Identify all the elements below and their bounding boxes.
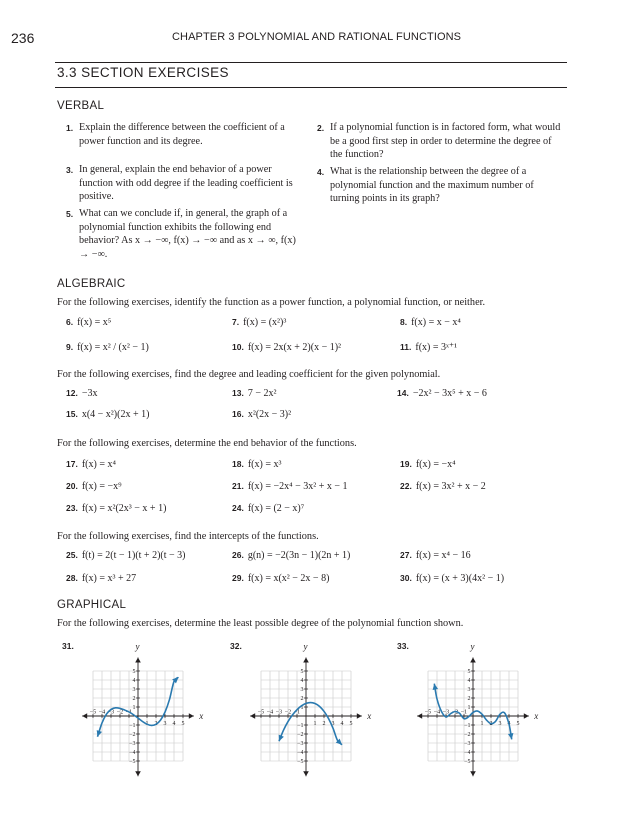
- exercise-expression: f(x) = x⁴ − 16: [415, 550, 471, 561]
- exercise-expression: x²(2x − 3)²: [247, 409, 292, 420]
- x-tick-label: −5: [89, 709, 97, 716]
- exercise-number: 19.: [400, 459, 412, 469]
- y-axis-arrow-down: [135, 771, 141, 776]
- x-tick-label: 5: [349, 721, 353, 727]
- exercise-expression: −3x: [81, 388, 98, 399]
- exercise-number: 13.: [232, 388, 244, 398]
- exercise-number: 26.: [232, 550, 244, 560]
- graph-32: [248, 635, 383, 785]
- y-axis-arrow-down: [470, 771, 476, 776]
- exercise-21: [232, 481, 348, 492]
- x-tick-label: 1: [313, 721, 317, 727]
- x-tick-label: 4: [507, 721, 511, 727]
- exercise-7: [232, 317, 286, 328]
- instructions: For the following exercises, determine the least possible degree of the polynomial function shown.: [57, 618, 464, 629]
- x-tick-label: 4: [172, 721, 176, 727]
- x-axis-arrow-left: [82, 713, 87, 719]
- exercise-expression: f(x) = x³: [247, 459, 282, 470]
- exercise-number: 3.: [66, 165, 74, 175]
- instructions: For the following exercises, find the intercepts of the functions.: [57, 531, 319, 542]
- exercise-15: [66, 409, 149, 420]
- exercise-28: [66, 573, 136, 584]
- exercise-number: 29.: [232, 573, 244, 583]
- exercise-expression: f(x) = x³ + 27: [81, 573, 137, 584]
- exercise-number: 24.: [232, 503, 244, 513]
- y-tick-label: 1: [467, 705, 471, 712]
- exercise-expression: f(x) = x − x⁴: [411, 317, 461, 328]
- x-axis-arrow-left: [250, 713, 255, 719]
- y-axis-arrow-up: [303, 658, 309, 663]
- y-axis-arrow-down: [303, 771, 309, 776]
- instructions: For the following exercises, determine the end behavior of the functions.: [57, 438, 357, 449]
- exercise-expression: f(x) = (x + 3)(4x² − 1): [415, 573, 505, 584]
- exercise-16: [232, 409, 291, 420]
- exercise-26: [232, 550, 350, 561]
- y-tick-label: 4: [132, 678, 136, 685]
- exercise-expression: f(x) = x⁴: [81, 459, 116, 470]
- y-tick-label: 5: [300, 669, 304, 676]
- exercise-number: 18.: [232, 459, 244, 469]
- exercise-text: What can we conclude if, in general, the graph of a polynomial function exhibits the following end behavior? As x → −∞, f(x) → −∞ and as x → ∞, f(x) → −∞.: [79, 208, 296, 260]
- y-tick-label: 2: [467, 696, 471, 703]
- exercise-expression: f(x) = 3x² + x − 2: [415, 481, 486, 492]
- graph-31-number: 31.: [62, 641, 74, 651]
- exercise-expression: g(n) = −2(3n − 1)(2n + 1): [247, 550, 351, 561]
- x-tick-label: 3: [498, 721, 502, 727]
- chapter-title: CHAPTER 3 POLYNOMIAL AND RATIONAL FUNCTIONS: [172, 31, 462, 43]
- exercise-expression: −2x² − 3x⁵ + x − 6: [412, 388, 487, 399]
- exercise-5: [66, 207, 306, 261]
- x-tick-label: 5: [181, 721, 185, 727]
- graph-33-number: 33.: [397, 641, 409, 651]
- y-tick-label: −5: [464, 759, 471, 766]
- x-tick-label: 2: [322, 721, 326, 727]
- exercise-number: 15.: [66, 409, 78, 419]
- y-tick-label: −1: [464, 723, 471, 730]
- y-axis-arrow-up: [135, 658, 141, 663]
- y-axis-label: y: [135, 641, 140, 652]
- y-tick-label: 1: [300, 705, 304, 712]
- x-tick-label: 4: [340, 721, 344, 727]
- graph-33: [415, 635, 550, 785]
- exercise-22: [400, 481, 486, 492]
- y-tick-label: 5: [132, 669, 136, 676]
- exercise-25: [66, 550, 185, 561]
- exercise-expression: f(x) = −x⁹: [81, 481, 122, 492]
- graph-31: [80, 635, 215, 785]
- exercise-number: 10.: [232, 342, 244, 352]
- y-tick-label: −3: [129, 741, 136, 748]
- exercise-17: [66, 459, 116, 470]
- exercise-text: If a polynomial function is in factored form, what would be a good first step in order to determine the degree of the function?: [330, 122, 561, 160]
- exercise-number: 28.: [66, 573, 78, 583]
- exercise-expression: x(4 − x²)(2x + 1): [81, 409, 150, 420]
- exercise-expression: f(x) = 3ˣ⁺¹: [415, 342, 458, 353]
- instructions: For the following exercises, find the degree and leading coefficient for the given polynomial.: [57, 369, 441, 380]
- instructions: For the following exercises, identify the function as a power function, a polynomial function, or neither.: [57, 297, 486, 308]
- exercise-3: [66, 163, 306, 204]
- exercise-11: [400, 342, 457, 353]
- exercise-10: [232, 342, 341, 353]
- y-tick-label: −1: [129, 723, 136, 730]
- exercise-text: In general, explain the end behavior of a power function with odd degree if the leading coefficient is positive.: [79, 164, 293, 202]
- graphical-heading: GRAPHICAL: [57, 599, 127, 611]
- y-axis-label: y: [303, 641, 308, 652]
- x-tick-label: 5: [516, 721, 520, 727]
- exercise-24: [232, 503, 304, 514]
- exercise-13: [232, 388, 276, 399]
- y-tick-label: −3: [464, 741, 471, 748]
- exercise-number: 25.: [66, 550, 78, 560]
- section-title: 3.3 SECTION EXERCISES: [57, 65, 229, 80]
- exercise-text: Explain the difference between the coefficient of a power function and its degree.: [79, 122, 285, 147]
- exercise-2: [317, 121, 562, 162]
- x-tick-label: −2: [451, 709, 459, 716]
- exercise-expression: f(x) = −x⁴: [415, 459, 456, 470]
- y-tick-label: −4: [464, 750, 471, 757]
- exercise-number: 20.: [66, 481, 78, 491]
- exercise-expression: f(x) = (2 − x)⁷: [247, 503, 305, 514]
- algebraic-heading: ALGEBRAIC: [57, 278, 126, 290]
- exercise-expression: f(x) = x² / (x² − 1): [77, 342, 149, 353]
- exercise-number: 27.: [400, 550, 412, 560]
- x-tick-label: 3: [163, 721, 167, 727]
- y-tick-label: 3: [132, 687, 136, 694]
- exercise-number: 23.: [66, 503, 78, 513]
- x-tick-label: 1: [480, 721, 484, 727]
- y-tick-label: −3: [297, 741, 304, 748]
- exercise-4: [317, 165, 557, 206]
- exercise-number: 5.: [66, 209, 74, 219]
- exercise-number: 4.: [317, 167, 325, 177]
- x-axis-label: x: [534, 711, 539, 721]
- exercise-expression: 7 − 2x²: [247, 388, 277, 399]
- y-tick-label: −5: [129, 759, 136, 766]
- x-tick-label: −1: [293, 709, 301, 716]
- exercise-9: [66, 342, 149, 353]
- exercise-number: 21.: [232, 481, 244, 491]
- x-tick-label: −4: [98, 709, 106, 716]
- exercise-number: 2.: [317, 123, 325, 133]
- x-tick-label: −3: [107, 709, 115, 716]
- x-axis-arrow-right: [189, 713, 194, 719]
- x-axis-arrow-left: [417, 713, 422, 719]
- y-tick-label: −5: [297, 759, 304, 766]
- x-tick-label: −3: [442, 709, 450, 716]
- x-tick-label: 2: [154, 721, 158, 727]
- exercise-expression: f(t) = 2(t − 1)(t + 2)(t − 3): [81, 550, 186, 561]
- y-axis-arrow-up: [470, 658, 476, 663]
- exercise-12: [66, 388, 97, 399]
- exercise-number: 1.: [66, 123, 74, 133]
- exercise-1: [66, 121, 306, 148]
- x-tick-label: −2: [284, 709, 292, 716]
- x-axis-arrow-right: [357, 713, 362, 719]
- exercise-8: [400, 317, 461, 328]
- x-tick-label: −1: [125, 709, 133, 716]
- y-tick-label: −2: [297, 732, 304, 739]
- exercise-expression: f(x) = x(x² − 2x − 8): [247, 573, 330, 584]
- x-tick-label: 3: [331, 721, 335, 727]
- y-axis-label: y: [470, 641, 475, 652]
- exercise-number: 14.: [397, 388, 409, 398]
- x-axis-label: x: [367, 711, 372, 721]
- exercise-expression: f(x) = 2x(x + 2)(x − 1)²: [247, 342, 342, 353]
- page-number: 236: [11, 30, 35, 46]
- exercise-14: [397, 388, 487, 399]
- exercise-29: [232, 573, 329, 584]
- exercise-20: [66, 481, 122, 492]
- exercise-number: 17.: [66, 459, 78, 469]
- y-tick-label: 5: [467, 669, 471, 676]
- exercise-number: 7.: [232, 317, 240, 327]
- x-tick-label: −4: [266, 709, 274, 716]
- exercise-expression: f(x) = −2x⁴ − 3x² + x − 1: [247, 481, 348, 492]
- exercise-text: What is the relationship between the degree of a polynomial function and the maximum number of turning points in its graph?: [330, 166, 534, 204]
- exercise-number: 6.: [66, 317, 74, 327]
- x-tick-label: −2: [116, 709, 124, 716]
- section-rule-bottom: [55, 87, 567, 88]
- exercise-number: 12.: [66, 388, 78, 398]
- y-tick-label: 4: [300, 678, 304, 685]
- y-tick-label: −1: [297, 723, 304, 730]
- y-tick-label: 2: [300, 696, 304, 703]
- y-tick-label: 3: [300, 687, 304, 694]
- exercise-30: [400, 573, 504, 584]
- x-axis-arrow-right: [524, 713, 529, 719]
- exercise-number: 11.: [400, 342, 412, 352]
- exercise-number: 30.: [400, 573, 412, 583]
- exercise-number: 16.: [232, 409, 244, 419]
- exercise-23: [66, 503, 166, 514]
- exercise-6: [66, 317, 111, 328]
- section-rule-top: [55, 62, 567, 63]
- x-tick-label: −4: [433, 709, 441, 716]
- x-tick-label: −3: [275, 709, 283, 716]
- exercise-expression: f(x) = x⁵: [77, 317, 112, 328]
- y-tick-label: 2: [132, 696, 136, 703]
- x-tick-label: −1: [460, 709, 468, 716]
- exercise-number: 9.: [66, 342, 74, 352]
- y-tick-label: 3: [467, 687, 471, 694]
- y-tick-label: 4: [467, 678, 471, 685]
- exercise-expression: f(x) = x²(2x³ − x + 1): [81, 503, 167, 514]
- y-tick-label: −4: [297, 750, 304, 757]
- x-tick-label: 2: [489, 721, 493, 727]
- y-tick-label: −2: [129, 732, 136, 739]
- y-tick-label: −2: [464, 732, 471, 739]
- y-tick-label: −4: [129, 750, 136, 757]
- x-axis-label: x: [199, 711, 204, 721]
- x-tick-label: −5: [257, 709, 265, 716]
- exercise-18: [232, 459, 281, 470]
- verbal-heading: VERBAL: [57, 100, 105, 112]
- x-tick-label: 1: [145, 721, 149, 727]
- exercise-number: 22.: [400, 481, 412, 491]
- graph-32-number: 32.: [230, 641, 242, 651]
- exercise-27: [400, 550, 471, 561]
- exercise-expression: f(x) = (x²)³: [243, 317, 287, 328]
- exercise-19: [400, 459, 456, 470]
- exercise-number: 8.: [400, 317, 408, 327]
- x-tick-label: −5: [424, 709, 432, 716]
- y-tick-label: 1: [132, 705, 136, 712]
- curve-arrow-left: [97, 730, 102, 737]
